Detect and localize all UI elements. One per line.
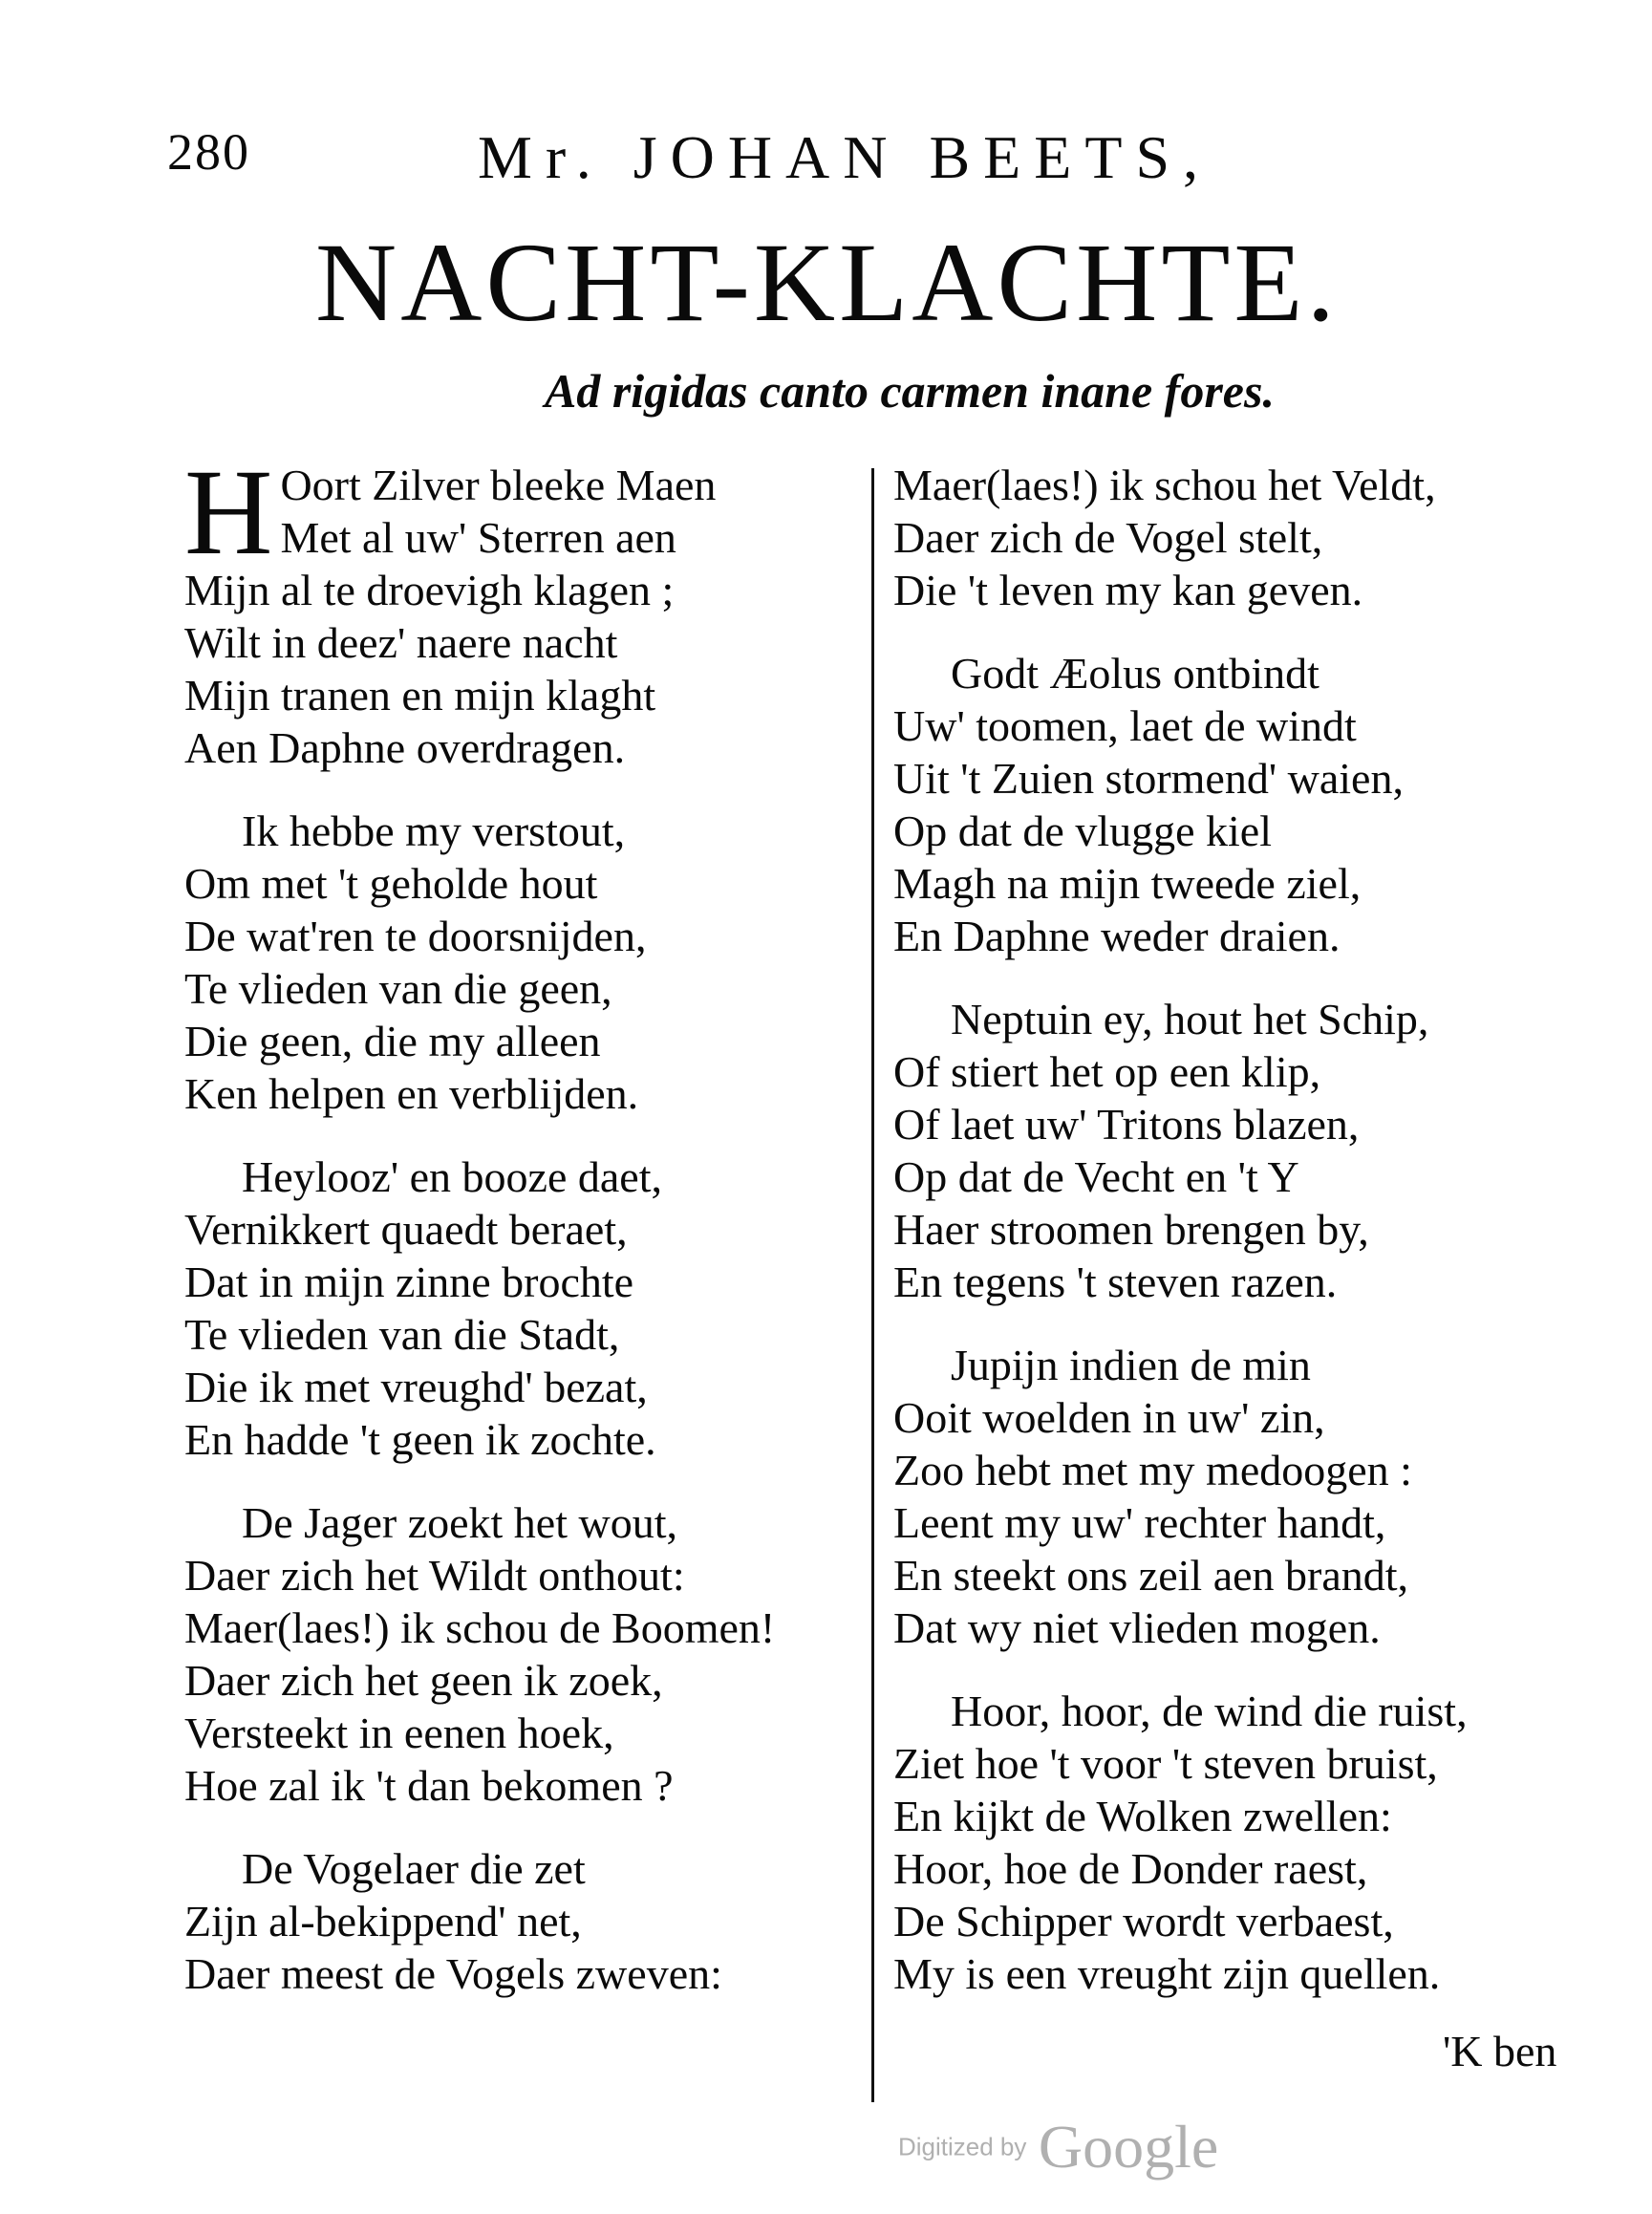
verse-line: Ik hebbe my verstout, xyxy=(242,806,626,855)
verse-line: Mijn tranen en mijn klaght xyxy=(184,671,656,720)
poem-title: NACHT-KLACHTE. xyxy=(315,220,1339,345)
verse-line: Op dat de vlugge kiel xyxy=(893,806,1273,855)
drop-cap: H xyxy=(184,444,273,580)
verse-line: De Vogelaer die zet xyxy=(242,1844,586,1893)
stanza-4 xyxy=(184,1496,872,1812)
digitized-watermark xyxy=(898,2112,1218,2182)
verse-line: Of stiert het op een klip, xyxy=(893,1047,1321,1096)
verse-line: En steekt ons zeil aen brandt, xyxy=(893,1551,1409,1600)
verse-line: Wilt in deez' naere nacht xyxy=(184,618,618,667)
motto: Ad rigidas canto carmen inane fores. xyxy=(545,364,1275,418)
watermark-prefix: Digitized by xyxy=(898,2132,1027,2161)
verse-line: Maer(laes!) ik schou het Veldt, xyxy=(893,461,1436,509)
verse-line: Daer meest de Vogels zweven: xyxy=(184,1949,722,1998)
stanza-1 xyxy=(184,444,872,774)
right-column xyxy=(893,459,1605,2031)
stanza-7 xyxy=(893,647,1605,962)
verse-line: Die 't leven my kan geven. xyxy=(893,566,1363,614)
verse-line: De Schipper wordt verbaest, xyxy=(893,1897,1394,1945)
verse-line: Neptuin ey, hout het Schip, xyxy=(951,995,1429,1043)
verse-line: Hoor, hoor, de wind die ruist, xyxy=(951,1687,1468,1735)
stanza-8 xyxy=(893,993,1605,1308)
stanza-2 xyxy=(184,805,872,1120)
verse-line: Zijn al-bekippend' net, xyxy=(184,1897,582,1945)
verse-line: Met al uw' Sterren aen xyxy=(280,513,676,562)
verse-line: De Jager zoekt het wout, xyxy=(242,1498,678,1547)
verse-line: Maer(laes!) ik schou de Boomen! xyxy=(184,1603,776,1652)
verse-line: Die ik met vreughd' bezat, xyxy=(184,1363,648,1411)
left-column xyxy=(184,444,872,2031)
verse-line: Magh na mijn tweede ziel, xyxy=(893,859,1362,908)
verse-line: Dat in mijn zinne brochte xyxy=(184,1257,634,1306)
verse-line: En tegens 't steven razen. xyxy=(893,1257,1338,1306)
stanza-6 xyxy=(893,459,1605,616)
verse-line: Daer zich de Vogel stelt, xyxy=(893,513,1323,562)
page-number: 280 xyxy=(167,123,250,181)
catchword: 'K ben xyxy=(1443,2027,1557,2075)
verse-line: Oort Zilver bleeke Maen xyxy=(280,461,717,509)
verse-line: Die geen, die my alleen xyxy=(184,1017,601,1065)
verse-line: Ooit woelden in uw' zin, xyxy=(893,1393,1325,1442)
verse-line: Ken helpen en verblijden. xyxy=(184,1069,639,1118)
verse-line: Mijn al te droevigh klagen ; xyxy=(184,566,675,614)
verse-line: Op dat de Vecht en 't Y xyxy=(893,1152,1299,1201)
verse-line: Daer zich het Wildt onthout: xyxy=(184,1551,685,1600)
verse-line: Om met 't geholde hout xyxy=(184,859,598,908)
stanza-9 xyxy=(893,1339,1605,1654)
verse-line: Aen Daphne overdragen. xyxy=(184,723,626,772)
verse-line: Leent my uw' rechter handt, xyxy=(893,1498,1386,1547)
verse-line: Ziet hoe 't voor 't steven bruist, xyxy=(893,1739,1438,1788)
verse-line: Uit 't Zuien stormend' waien, xyxy=(893,754,1404,803)
verse-line: En kijkt de Wolken zwellen: xyxy=(893,1792,1392,1840)
verse-line: Of laet uw' Tritons blazen, xyxy=(893,1100,1360,1149)
stanza-10 xyxy=(893,1685,1605,2000)
verse-line: Te vlieden van die geen, xyxy=(184,964,612,1013)
verse-line: Hoe zal ik 't dan bekomen ? xyxy=(184,1761,674,1810)
verse-line: Dat wy niet vlieden mogen. xyxy=(893,1603,1381,1652)
stanza-5 xyxy=(184,1842,872,2000)
verse-line: My is een vreught zijn quellen. xyxy=(893,1949,1441,1998)
running-title: Mr. JOHAN BEETS, xyxy=(478,123,1212,191)
verse-line: Hoor, hoe de Donder raest, xyxy=(893,1844,1368,1893)
verse-line: Heylooz' en booze daet, xyxy=(242,1152,662,1201)
running-head xyxy=(167,122,1314,199)
verse-line: Jupijn indien de min xyxy=(951,1341,1311,1389)
stanza-3 xyxy=(184,1150,872,1466)
verse-line: Vernikkert quaedt beraet, xyxy=(184,1205,628,1254)
verse-line: En Daphne weder draien. xyxy=(893,912,1341,960)
verse-line: Daer zich het geen ik zoek, xyxy=(184,1656,663,1705)
verse-line: De wat'ren te doorsnijden, xyxy=(184,912,647,960)
verse-line: Versteekt in eenen hoek, xyxy=(184,1709,614,1757)
verse-line: Zoo hebt met my medoogen : xyxy=(893,1446,1412,1494)
verse-line: Te vlieden van die Stadt, xyxy=(184,1310,620,1359)
verse-line: Godt Æolus ontbindt xyxy=(951,649,1319,698)
verse-line: Uw' toomen, laet de windt xyxy=(893,701,1357,750)
google-logo: Google xyxy=(1038,2113,1219,2181)
verse-line: En hadde 't geen ik zochte. xyxy=(184,1415,656,1464)
column-divider xyxy=(871,468,874,2102)
verse-line: Haer stroomen brengen by, xyxy=(893,1205,1369,1254)
